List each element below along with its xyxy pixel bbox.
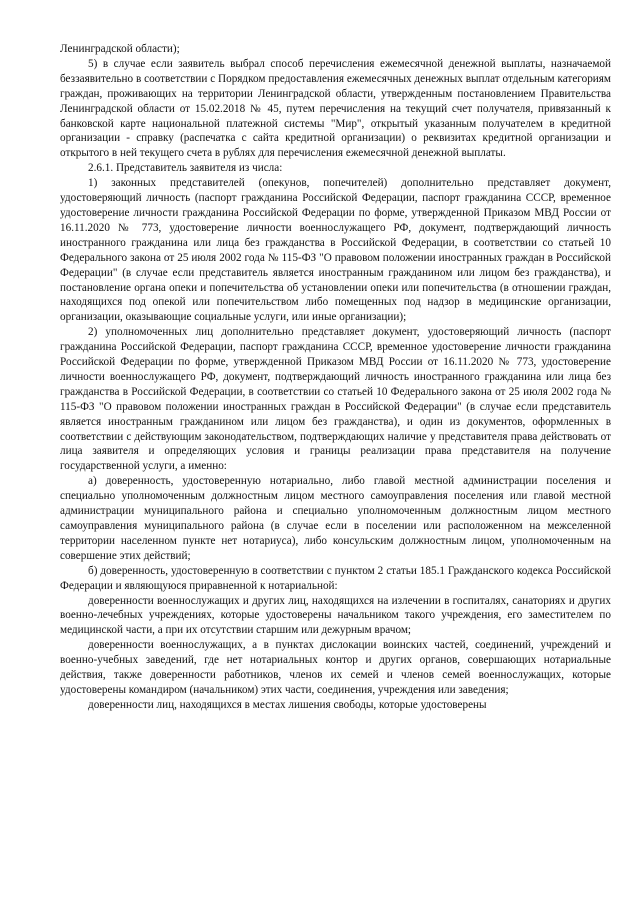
paragraph-item-a-notarized-power: а) доверенность, удостоверенную нотариально, либо главой местной администрации поселения и специально уполномоченным должностным лицом местного самоуправления поселения или главой местной администрации муниципального района и специально уполномоченным должностным лицом местного самоуправления муниципального района (в случае если в поселении или расположенном на межселенной территории населенном пункте нет нотариуса), либо консульским должностным лицом, уполномоченным на совершение этих действий; (60, 475, 611, 562)
paragraph-item-b-equivalent-power: б) доверенность, удостоверенную в соответствии с пунктом 2 статьи 185.1 Гражданского кодекса Российской Федерации и являющуюся приравненной к нотариальной: (60, 564, 611, 592)
paragraph-prison-powers: доверенности лиц, находящихся в местах лишения свободы, которые удостоверены (88, 698, 487, 711)
paragraph-hospital-powers: доверенности военнослужащих и других лиц, находящихся на излечении в госпиталях, санаториях и других военно-лечебных учреждениях, которые удостоверены начальником такого учреждения, его заместителем по медицинской части, а при их отсутствии старшим или дежурным врачом; (60, 594, 611, 637)
paragraph-military-powers: доверенности военнослужащих, а в пунктах дислокации воинских частей, соединений, учреждений и военно-учебных заведений, где нет нотариальных контор и других органов, совершающих нотариальные действия, также доверенности работников, членов их семей и членов семей военнослужащих, которые удостоверены командиром (начальником) этих части, соединения, учреждения или заведения; (60, 639, 611, 696)
paragraph-item-5: 5) в случае если заявитель выбрал способ перечисления ежемесячной денежной выплаты, назначаемой беззаявительно в соответствии с Порядком предоставления ежемесячных денежных выплат отдельным категориям граждан, проживающих на территории Ленинградской области, утвержденным постановлением Правительства Ленинградской области от 15.02.2018 № 45, путем перечисления на текущий счет получателя, привязанный к банковской карте национальной платежной системы "Мир", открытый указанным получателем в кредитной организации - справку (распечатка с сайта кредитной организации) о реквизитах кредитной организации и открытого в ней текущего счета в рублях для перечисления ежемесячной денежной выплаты. (60, 57, 611, 160)
paragraph-continuation: Ленинградской области); (60, 43, 180, 55)
document-page (60, 42, 611, 713)
paragraph-2-6-1: 2.6.1. Представитель заявителя из числа: (88, 162, 283, 175)
paragraph-item-1-legal-representatives: 1) законных представителей (опекунов, попечителей) дополнительно представляет документ, удостоверяющий личность (паспорт гражданина Российской Федерации, паспорт гражданина СССР, временное удостоверение личности гражданина Российской Федерации по форме, утвержденной Приказом МВД России от 16.11.2020 № 773, удостоверение личности военнослужащего РФ, документ, подтверждающий личность иностранного гражданина или лица без гражданства в Российской Федерации, в соответствии со статьей 10 Федерального закона от 25 июля 2002 года № 115-ФЗ "О правовом положении иностранных граждан в Российской Федерации" (в случае если представитель является иностранным гражданином или лицом без гражданства), и постановление органа опеки и попечительства об установлении опеки или попечительства (в отношении граждан, находящихся под опекой или попечительством либо помещенных под надзор в медицинские организации, организации, оказывающие социальные услуги, или иные организации); (60, 177, 611, 324)
paragraph-item-2-authorized-persons: 2) уполномоченных лиц дополнительно представляет документ, удостоверяющий личность (паспорт гражданина Российской Федерации, паспорт гражданина СССР, временное удостоверение личности гражданина Российской Федерации по форме, утвержденной Приказом МВД России от 16.11.2020 № 773, удостоверение личности военнослужащего РФ, документ, подтверждающий личность иностранного гражданина или лица без гражданства в Российской Федерации, в соответствии со статьей 10 Федерального закона от 25 июля 2002 года № 115-ФЗ "О правовом положении иностранных граждан в Российской Федерации" (в случае если представитель является иностранным гражданином или лицом без гражданства), и один из документов, оформленных в соответствии с действующим законодательством, подтверждающих наличие у представителя права действовать от лица заявителя и определяющих условия и границы реализации права представителя на получение государственной услуги, а именно: (60, 326, 611, 473)
